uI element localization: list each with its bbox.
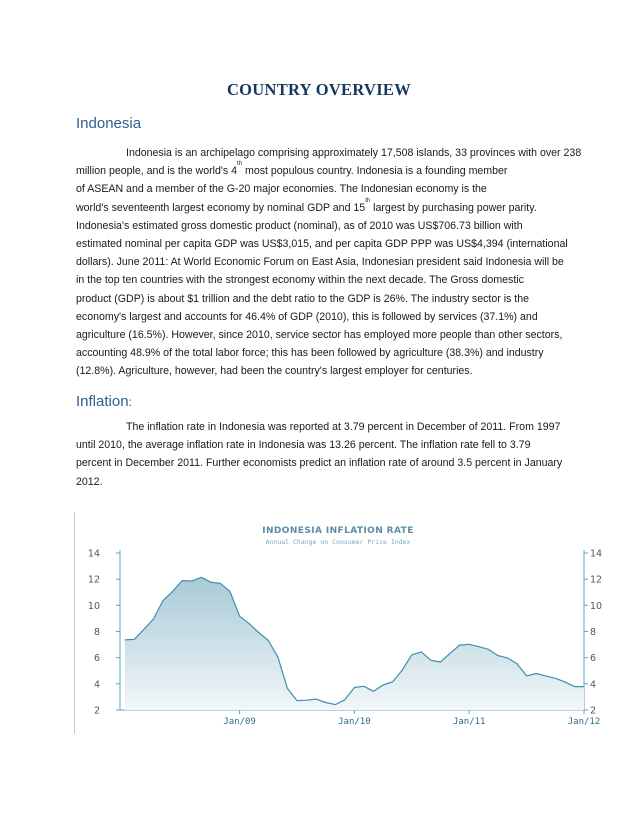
y-tick-label-left: 12	[87, 574, 100, 586]
y-tick-label-left: 6	[93, 653, 100, 665]
line-text: Indonesia's estimated gross domestic product (nominal), as of 2010 was US$706.73 billion with	[76, 219, 523, 232]
paragraph-line	[76, 308, 576, 326]
line-text: largest by purchasing power parity.	[370, 201, 537, 214]
x-tick-label: Jan/11	[452, 717, 486, 727]
paragraph-line	[76, 253, 576, 271]
paragraph-line	[76, 326, 576, 344]
y-tick-label-right: 2	[590, 705, 597, 717]
paragraph-line	[76, 199, 576, 217]
y-tick-label-right: 8	[590, 627, 597, 638]
y-tick-label-right: 12	[590, 574, 603, 586]
line-text: product (GDP) is about $1 trillion and the debt ratio to the GDP is 26%. The industry sector is the	[76, 292, 530, 305]
line-text: of ASEAN and a member of the G-20 major economies. The Indonesian economy is the	[76, 183, 487, 196]
line-text: million people, and is the world's 4	[76, 165, 238, 178]
x-tick-label: Jan/09	[223, 717, 256, 727]
line-text: economy's largest and accounts for 46.4% of GDP (2010), this is followed by services (37.1%) and	[76, 310, 538, 323]
line-text: world's seventeenth largest economy by nominal GDP and 15	[76, 201, 366, 214]
paragraph-line: percent in December 2011. Further economists predict an inflation rate of around 3.5 percent in January	[76, 457, 563, 470]
y-tick-label-left: 14	[87, 548, 100, 560]
y-tick-label-left: 10	[87, 600, 100, 612]
line-text: accounting 48.9% of the total labor force; this has been followed by agriculture (38.3%) and industry	[76, 347, 544, 360]
line-text: (12.8%). Agriculture, however, had been the country's largest employer for centuries.	[76, 365, 473, 378]
y-tick-label-left: 8	[93, 627, 100, 638]
y-tick-label-right: 6	[590, 653, 597, 665]
paragraph-line	[76, 290, 576, 308]
paragraph-line	[76, 180, 576, 198]
y-tick-label-left: 2	[93, 705, 100, 717]
inflation-chart	[76, 518, 616, 738]
y-tick-label-right: 10	[590, 600, 603, 612]
inflation-heading-text: Inflation	[76, 393, 129, 410]
page-title: COUNTRY OVERVIEW	[226, 80, 412, 99]
paragraph-line	[76, 362, 576, 380]
line-text: agriculture (16.5%). However, since 2010, service sector has employed more people than other sectors,	[76, 329, 563, 342]
inflation-paragraph	[76, 418, 576, 491]
paragraph-line	[76, 144, 582, 162]
y-tick-label-left: 4	[93, 679, 100, 691]
inflation-heading-colon: :	[128, 395, 132, 409]
paragraph-line	[76, 162, 576, 180]
paragraph-line: until 2010, the average inflation rate in Indonesia was 13.26 percent. The inflation rate fell to 3.79	[76, 439, 531, 452]
x-tick-label: Jan/10	[338, 717, 371, 727]
paragraph-line	[76, 271, 576, 289]
chart-subtitle: Annual Change on Consumer Price Index	[265, 538, 411, 546]
line-text: in the top ten countries with the strongest economy within the next decade. The Gross domestic	[76, 274, 524, 287]
line-text: estimated nominal per capita GDP was US$3,015, and per capita GDP PPP was US$4,394 (international	[76, 238, 568, 251]
paragraph-line	[76, 217, 576, 235]
paragraph-line: 2012.	[76, 475, 103, 488]
section-heading-indonesia: Indonesia	[76, 115, 142, 132]
line-text: dollars). June 2011: At World Economic Forum on East Asia, Indonesian president said Indonesia will be	[76, 256, 564, 269]
indonesia-paragraph	[76, 144, 582, 381]
chart-title: INDONESIA INFLATION RATE	[262, 526, 414, 536]
line-text: Indonesia is an archipelago comprising approximately 17,508 islands, 33 provinces with over 238	[126, 147, 582, 159]
y-tick-label-right: 14	[590, 548, 603, 560]
y-tick-label-right: 4	[590, 679, 597, 691]
inflation-area	[125, 577, 584, 710]
paragraph-line	[76, 344, 576, 362]
ordinal-superscript: th	[365, 197, 371, 204]
section-heading-inflation	[76, 393, 132, 410]
paragraph-line: The inflation rate in Indonesia was reported at 3.79 percent in December of 2011. From 1997	[126, 421, 561, 433]
ordinal-superscript: th	[237, 161, 243, 168]
x-tick-label: Jan/12	[567, 717, 601, 727]
chart-left-rule	[74, 512, 75, 734]
paragraph-line	[76, 235, 576, 253]
line-text: most populous country. Indonesia is a founding member	[242, 165, 508, 178]
